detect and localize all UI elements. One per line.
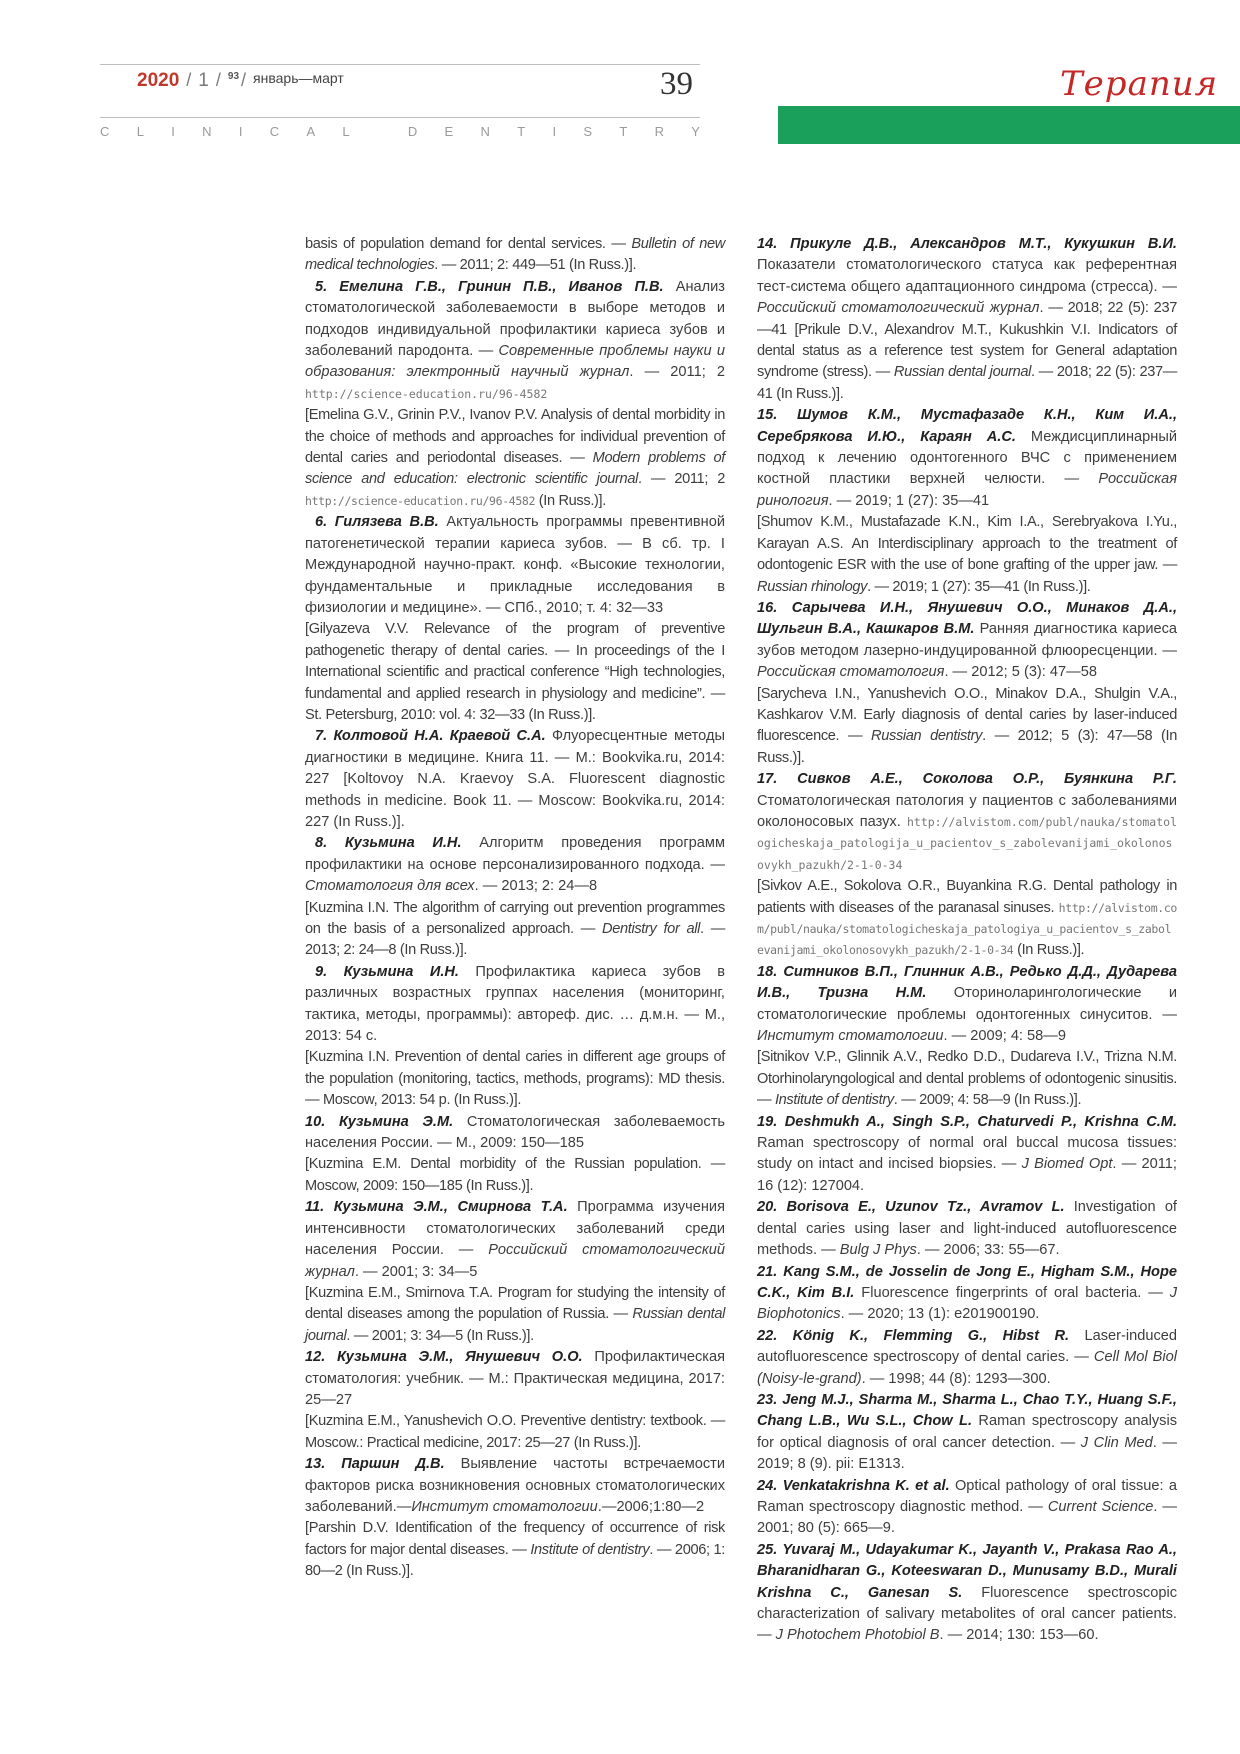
reference-item: 25. Yuvaraj M., Udayakumar K., Jayanth V., Prakasa Rao A., Bharanidharan G., Koteeswaran D., Munusamy B.D., Murali Krishna C., Ganesan S. Fluorescence spectroscopic characterization of salivary metabolites of oral cancer patients. — J Photochem Photobiol B. — 2014; 130: 153—60. [757, 1541, 1177, 1644]
reference-translation: [Kuzmina E.M. Dental morbidity of the Russian population. — Moscow, 2009: 150—185 (In Russ.)]. [305, 1156, 725, 1194]
journal-letter: I [552, 124, 557, 139]
reference-item: 23. Jeng M.J., Sharma M., Sharma L., Chao T.Y., Huang S.F., Chang L.B., Wu S.L., Chow L. Raman spectroscopy analysis for optical diagnosis of oral cancer detection. — J Clin Med. — 2019; 8 (9). pii: E1313. [757, 1391, 1178, 1473]
issue-volume: 1 [198, 70, 209, 91]
journal-letter: I [238, 124, 243, 139]
journal-letter: N [202, 124, 212, 139]
reference-translation: [Sitnikov V.P., Glinnik A.V., Redko D.D., Dudareva I.V., Trizna N.M. Otorhinolaryngological and dental problems of odontogenic sinusitis. — Institute of dentistry. — 2009; 4: 58—9 (In Russ.)]. [757, 1049, 1177, 1109]
reference-item: 21. Kang S.M., de Josselin de Jong E., Higham S.M., Hope C.K., Kim B.I. Fluorescence fingerprints of oral bacteria. — J Biophotonics. — 2020; 13 (1): e201900190. [757, 1263, 1178, 1323]
reference-item: 6. Гилязева В.В. Актуальность программы превентивной патогенетической терапии кариеса зубов. — В сб. тр. I Международной научно-практ. конф. «Высокие технологии, фундаментальные и прикладные исследования в физиологии и медицине». — СПб., 2010; т. 4: 32—33 [305, 514, 725, 616]
journal-letter: T [517, 124, 526, 139]
reference-item: 12. Кузьмина Э.М., Янушевич О.О. Профилактическая стоматология: учебник. — М.: Практическая медицина, 2017: 25—27 [305, 1349, 725, 1408]
journal-letter: I [171, 124, 175, 139]
journal-letter: R [654, 124, 664, 139]
journal-letter: E [444, 124, 454, 139]
reference-item: 24. Venkatakrishna K. et al. Optical pathology of oral tissue: a Raman spectroscopy diagnostic method. — Current Science. — 2001; 80 (5): 665—9. [757, 1477, 1178, 1537]
issue-months: январь—март [253, 70, 344, 86]
issue-number: 93 [227, 71, 240, 82]
journal-letter-space [377, 124, 381, 139]
reference-translation: [Parshin D.V. Identification of the frequency of occurrence of risk factors for major dental diseases. — Institute of dentistry. — 2006; 1: 80—2 (In Russ.)]. [305, 1520, 725, 1580]
reference-item: 13. Паршин Д.В. Выявление частоты встречаемости факторов риска возникновения основных стоматологических заболеваний.—Институт стоматологии.—2006;1:80—2 [305, 1456, 726, 1515]
journal-letter: T [619, 124, 628, 139]
journal-letter: C [100, 124, 110, 139]
section-band [778, 106, 1240, 144]
reference-item: 10. Кузьмина Э.М. Стоматологическая заболеваемость населения России. — М., 2009: 150—185 [305, 1113, 726, 1152]
reference-item: 7. Колтовой Н.А. Краевой С.А. Флуоресцентные методы диагностики в медицине. Книга 11. — М.: Bookvika.ru, 2014: 227 [Koltovoy N.A. Kraevoy S.A. Fluorescent diagnostic methods in medicine. Book 11. — Moscow: Bookvika.ru, 2014: 227 (In Russ.)]. [305, 728, 725, 830]
reference-translation: [Gilyazeva V.V. Relevance of the program of preventive pathogenetic therapy of dental caries. — In proceedings of the I International scientific and practical conference “High technologies, fundamental and applied research in physiology and medicine”. — St. Petersburg, 2010: vol. 4: 32—33 (In Russ.)]. [305, 621, 725, 723]
page-number: 39 [660, 66, 693, 102]
reference-item: 17. Сивков А.Е., Соколова О.Р., Буянкина Р.Г. Стоматологическая патология у пациентов с заболеваниями околоносовых пазух. http://alvistom.com/publ/nauka/stomatologicheskaja_patologija_u_pacientov_s_zabolevanijami_okolonosovykh_pazukh/2-1-0-34 [757, 771, 1177, 872]
issue-year: 2020 [137, 70, 180, 91]
reference-translation: [Kuzmina I.N. Prevention of dental caries in different age groups of the population (monitoring, tactics, methods, programs): MD thesis. — Moscow, 2013: 54 p. (In Russ.)]. [305, 1049, 725, 1109]
section-title: Терапия [1060, 64, 1219, 104]
journal-letter: S [583, 124, 593, 139]
reference-continuation: basis of population demand for dental services. — Bulletin of new medical technologies. — 2011; 2: 449—51 (In Russ.)]. [305, 236, 725, 274]
reference-translation: [Kuzmina I.N. The algorithm of carrying out prevention programmes on the basis of a personalized approach. — Dentistry for all. — 2013; 2: 24—8 (In Russ.)]. [305, 899, 725, 959]
reference-translation: [Kuzmina E.M., Smirnova T.A. Program for studying the intensity of dental diseases among the population of Russia. — Russian dental journal. — 2001; 3: 34—5 (In Russ.)]. [305, 1284, 725, 1344]
journal-letter: Y [691, 124, 700, 139]
reference-item: 5. Емелина Г.В., Гринин П.В., Иванов П.В. Анализ стоматологической заболеваемости в выборе методов и подходов индивидуальной профилактики кариеса зубов и заболеваний пародонта. — Современные проблемы науки и образования: электронный научный журнал. — 2011; 2 http://science-education.ru/96-4582 [305, 278, 726, 401]
reference-url: http://science-education.ru/96-4582 [305, 386, 548, 401]
reference-item: 11. Кузьмина Э.М., Смирнова Т.А. Программа изучения интенсивности стоматологических заболеваний среди населения России. — Российский стоматологический журнал. — 2001; 3: 34—5 [305, 1199, 725, 1280]
reference-url: http://alvistom.com/publ/nauka/stomatologicheskaja_patologija_u_pacientov_s_zabolevanijami_okolonosovykh_pazukh/2-1-0-34 [757, 814, 1177, 872]
references-right-column [757, 234, 1177, 1647]
journal-letter: L [136, 124, 144, 139]
header-top-rule [100, 64, 700, 65]
journal-name [100, 124, 700, 139]
references-left-column [305, 234, 725, 1583]
header-mid-rule [100, 117, 700, 118]
reference-item: 9. Кузьмина И.Н. Профилактика кариеса зубов в различных возрастных группах населения (мониторинг, тактика, методы, программы): автореф. дис. … д.м.н. — М., 2013: 54 с. [305, 963, 725, 1045]
reference-translation: [Kuzmina E.M., Yanushevich O.O. Preventive dentistry: textbook. — Moscow.: Practical medicine, 2017: 25—27 (In Russ.)]. [305, 1413, 725, 1451]
reference-item: 22. König K., Flemming G., Hibst R. Laser-induced autofluorescence spectroscopy of dental caries. — Cell Mol Biol (Noisy-le-grand). — 1998; 44 (8): 1293—300. [757, 1327, 1178, 1387]
reference-item: 18. Ситников В.П., Глинник А.В., Редько Д.Д., Дударева И.В., Тризна Н.М. Оториноларингологические и стоматологические проблемы одонтогенных синуситов. — Институт стоматологии. — 2009; 4: 58—9 [757, 963, 1177, 1045]
reference-item: 14. Прикуле Д.В., Александров М.Т., Кукушкин В.И. Показатели стоматологического статуса как референтная тест-система общего адаптационного синдрома (стресса). — Российский стоматологический журнал. — 2018; 22 (5): 237—41 [Prikule D.V., Alexandrov M.T., Kukushkin V.I. Indicators of dental status as a reference test system for General adaptation syndrome (stress). — Russian dental journal. — 2018; 22 (5): 237—41 (In Russ.)]. [757, 236, 1177, 402]
issue-info: 2020 / 1 / $^{93}$ / январь—март [137, 70, 344, 91]
reference-item: 16. Сарычева И.Н., Янушевич О.О., Минаков Д.А., Шульгин В.А., Кашкаров В.М. Ранняя диагностика кариеса зубов методом лазерно-индуцированной флюоресценции. — Российская стоматология. — 2012; 5 (3): 47—58 [757, 599, 1177, 681]
journal-letter: D [407, 124, 418, 139]
reference-item: 15. Шумов К.М., Мустафазаде К.Н., Ким И.А., Серебрякова И.Ю., Караян А.С. Междисциплинарный подход к лечению одонтогенного ВЧС с применением костной пластики верхней челюсти. — Российская ринология. — 2019; 1 (27): 35—41 [757, 407, 1177, 509]
reference-item: 20. Borisova E., Uzunov Tz., Avramov L. Investigation of dental caries using laser and light-induced autofluorescence methods. — Bulg J Phys. — 2006; 33: 55—67. [757, 1199, 1177, 1259]
journal-letter: A [306, 124, 316, 139]
journal-letter: L [342, 124, 350, 139]
reference-url: http://alvistom.com/publ/nauka/stomatologicheskaja_patologiya_u_pacientov_s_zabolevanijami_okolonosovykh_pazukh/2-1-0-34 [757, 900, 1177, 958]
reference-translation: [Emelina G.V., Grinin P.V., Ivanov P.V. Analysis of dental morbidity in the choice of methods and approaches for individual prevention of dental caries and periodontal diseases. — Modern problems of science and education: electronic scientific journal. — 2011; 2 http://science-education.ru/96-4582 (In Russ.)]. [305, 407, 725, 509]
reference-url: http://science-education.ru/96-4582 [305, 493, 536, 508]
reference-item: 8. Кузьмина И.Н. Алгоритм проведения программ профилактики на основе персонализированного подхода. — Стоматология для всех. — 2013; 2: 24—8 [305, 835, 725, 895]
journal-letter: N [480, 124, 490, 139]
reference-translation: [Sarycheva I.N., Yanushevich O.O., Minakov D.A., Shulgin V.A., Kashkarov V.M. Early diagnosis of dental caries by laser-induced fluorescence. — Russian dentistry. — 2012; 5 (3): 47—58 (In Russ.)]. [757, 685, 1178, 766]
journal-letter: C [269, 124, 280, 139]
reference-translation: [Shumov K.M., Mustafazade K.N., Kim I.A., Serebryakova I.Yu., Karayan A.S. An Interdisciplinary approach to the treatment of odontogenic ESR with the use of bone grafting of the upper jaw. — Russian rhinology. — 2019; 1 (27): 35—41 (In Russ.)]. [757, 514, 1177, 595]
reference-translation: [Sivkov A.E., Sokolova O.R., Buyankina R.G. Dental pathology in patients with diseases of the paranasal sinuses. http://alvistom.com/publ/nauka/stomatologicheskaja_patologiya_u_pacientov_s_zabolevanijami_okolonosovykh_pazukh/2-1-0-34 (In Russ.)]. [757, 878, 1177, 959]
reference-item: 19. Deshmukh A., Singh S.P., Chaturvedi P., Krishna C.M. Raman spectroscopy of normal oral buccal mucosa tissues: study on intact and incised biopsies. — J Biomed Opt. — 2011; 16 (12): 127004. [757, 1113, 1177, 1194]
